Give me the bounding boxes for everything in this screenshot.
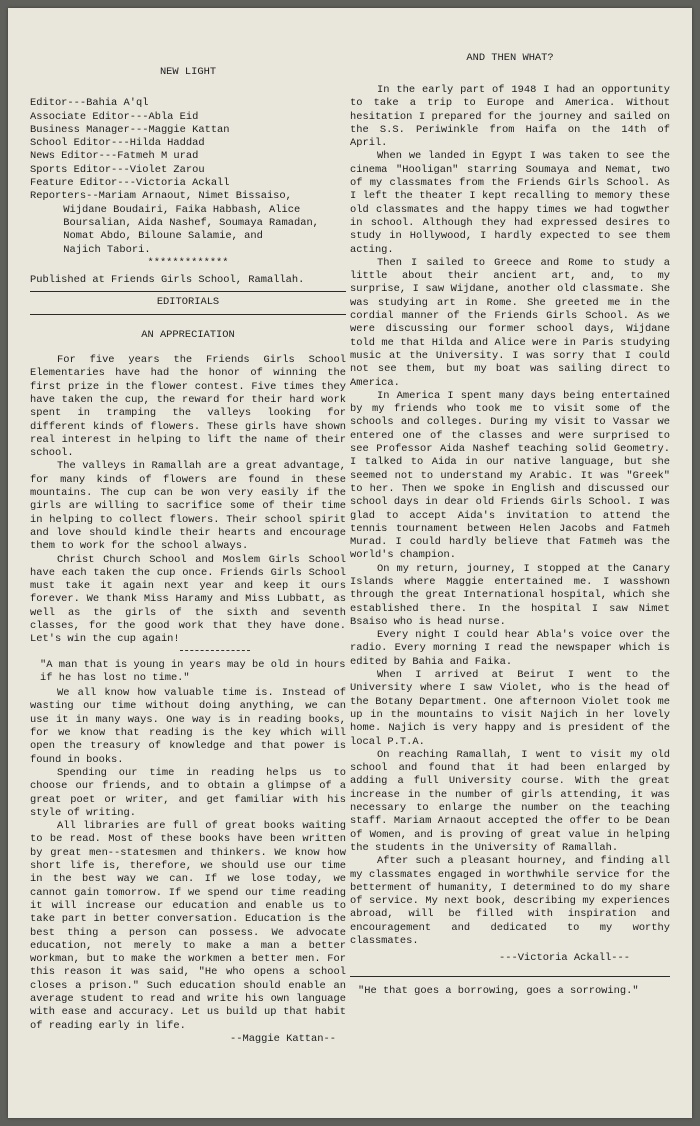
staff-line: News Editor---Fatmeh M urad xyxy=(30,150,199,163)
staff-line: Feature Editor---Victoria Ackall xyxy=(30,177,230,190)
closing-quote: "He that goes a borrowing, goes a sorrowing." xyxy=(358,984,639,997)
newspaper-page xyxy=(8,8,692,1118)
staff-list xyxy=(30,97,346,270)
article-paragraph: On my return, journey, I stopped at the Canary Islands where Maggie entertained me. I wasshown through the great International hospital, which she established there. In the hospital I saw Nimet Bsaiso who is head nurse. xyxy=(350,562,670,628)
article-paragraph: In America I spent many days being entertained by my friends who took me to visit some of the schools and colleges. During my visit to Vassar we entered one of the classes and were surprised to see Professor Aida Nashef teaching solid Geometry. I talked to Aida in our native language, but she seemed not to understand my Arabic. It was "Greek" to her. Then we spoke in English and discussed our school days in dear old Friends Girls School. I was glad to accept Aida's invitation to attend the tennis tournament between Helen Jacobs and Fatmeh Murad. I could hardly believe that Fatmeh was the world's champion. xyxy=(350,389,670,562)
reading-paragraph: All libraries are full of great books waiting to be read. Most of these books have been written by great men--statesmen and thinkers. We know how short life is, therefore, we should use our time in the best way we can. If we lose today, we cannot gain tomorrow. If we spend our time reading it will increase our education and enable us to take part in better conversation. Education is the best thing a person can possess. We advocate education, not merely to make a man a better workman, but to make the workmen a better men. For this reason it was said, "He who opens a school closes a prison." Such education should enable an average student to read and write his own language with ease and accuracy. Let us build up that habit of reading early in life. xyxy=(30,820,346,1032)
article-paragraph: Every night I could hear Abla's voice over the radio. Every morning I read the newspaper which is edited by Bahia and Faika. xyxy=(350,629,670,668)
divider-rule xyxy=(30,314,346,315)
staff-line: Boursalian, Aida Nashef, Soumaya Ramadan, xyxy=(63,216,319,229)
article-paragraph: On reaching Ramallah, I went to visit my old school and found that it had been enlarged by adding a full University course. With the great increase in the number of girls attending, it was necessary to enlarge the number on the teaching staff. Mariam Arnaout accepted the offer to be Dean of Women, and is proving of great value in helping the students in the University of Ramallah. xyxy=(350,748,670,854)
article-paragraph: When we landed in Egypt I was taken to see the cinema "Hooligan" starring Soumaya and Nemat, two of my classmates from the Friends Girls School. As I left the theater I kept recalling to memory these old classmates and the happy times we had togwther in school. Although they had expressed desires to study in Hollywood, I hardly expected to see them acting. xyxy=(350,150,670,256)
article-signature: ---Victoria Ackall--- xyxy=(499,952,630,965)
appreciation-paragraph: The valleys in Ramallah are a great advantage, for many kinds of flowers are found in these mountains. The cup can be won very easily if the girls are willing to sacrifice some of their time in helping to collect flowers. Their school spirit and love should kindle their hearts and encourage them to work for the school always. xyxy=(30,460,346,553)
staff-line: Reporters--Mariam Arnaout, Nimet Bissaiso, xyxy=(30,190,292,203)
article-paragraph: After such a pleasant hourney, and finding all my classmates engaged in worthwhile service for the betterment of humanity, I determined to do my share of service. My next book, describing my experiences abroad, will be filled with inspiration and encouragement and dedicated to my worthy classmates. xyxy=(350,855,670,947)
stars-divider: ************* xyxy=(147,256,229,269)
staff-line: Associate Editor---Abla Eid xyxy=(30,110,199,123)
appreciation-paragraph: For five years the Friends Girls School Elementaries have had the honor of winning the first prize in the flower contest. Five times they have taken the cup, the reward for their hard work spent in tramping the valleys looking for different kinds of flowers. These girls have shown real interest in helping to lift the name of their school. xyxy=(30,354,346,460)
staff-line: School Editor---Hilda Haddad xyxy=(30,137,205,150)
article-title: AND THEN WHAT? xyxy=(466,52,554,64)
article-paragraph: When I arrived at Beirut I went to the University where I saw Violet, who is the head of the Botany Department. One afternoon Violet took me up in the mountains to visit Najich in her lovely home. Najich is very happy and is president of the local P.T.A. xyxy=(350,669,670,748)
reading-quote: "A man that is young in years may be old in hours if he has lost no time." xyxy=(40,658,346,684)
staff-line: Najich Tabori. xyxy=(63,243,151,256)
short-divider xyxy=(180,650,250,651)
staff-line: Sports Editor---Violet Zarou xyxy=(30,163,205,176)
article-paragraph: In the early part of 1948 I had an opportunity to take a trip to Europe and America. Without hesitation I prepared for the journey and sailed on the S.S. Periwinkle from Haifa on the 14th of April. xyxy=(350,84,670,150)
reading-paragraph: Spending our time in reading helps us to choose our friends, and to obtain a glimpse of a great poet or writer, and get familiar with his style of writing. xyxy=(30,766,346,819)
right-column xyxy=(350,52,670,998)
staff-line: Business Manager---Maggie Kattan xyxy=(30,123,230,136)
reading-paragraph: We all know how valuable time is. Instead of wasting our time without doing anything, we can use it in many ways. One way is in reading books, for we know that reading is the key which will open the treasury of knowledge and that power is found in books. xyxy=(30,687,346,766)
published-note: Published at Friends Girls School, Ramallah. xyxy=(30,274,305,287)
appreciation-title: AN APPRECIATION xyxy=(141,328,235,341)
staff-line: Nomat Abdo, Biloune Salamie, and xyxy=(63,230,263,243)
masthead: NEW LIGHT xyxy=(159,66,217,78)
reading-signature: --Maggie Kattan-- xyxy=(229,1032,336,1045)
staff-line: Wijdane Boudairi, Faika Habbash, Alice xyxy=(63,203,301,216)
editorials-heading: EDITORIALS xyxy=(156,296,220,309)
left-column xyxy=(30,66,346,1046)
divider-rule xyxy=(350,976,670,977)
staff-line: Editor---Bahia A'ql xyxy=(30,97,149,110)
article-paragraph: Then I sailed to Greece and Rome to study a little about their ancient art, and, to my surprise, I saw Wijdane, another old classmate. She was studying art in Rome. She greeted me in the cordial manner of the Friends Girls School. As we were discussing our former school days, Wijdane told me that Hilda and Alice were in Paris studying music at the University. I was sorry that I could not see them, but my boat was sailing direct to America. xyxy=(350,256,670,389)
divider-rule xyxy=(30,291,346,292)
appreciation-paragraph: Christ Church School and Moslem Girls School have each taken the cup once. Friends Girls School must take it again next year and keep it ours forever. We thank Miss Haramy and Miss Lubbatt, as well as the girls of the sixth and seventh classes, for the good work that they have done. Let's win the cup again! xyxy=(30,553,346,646)
